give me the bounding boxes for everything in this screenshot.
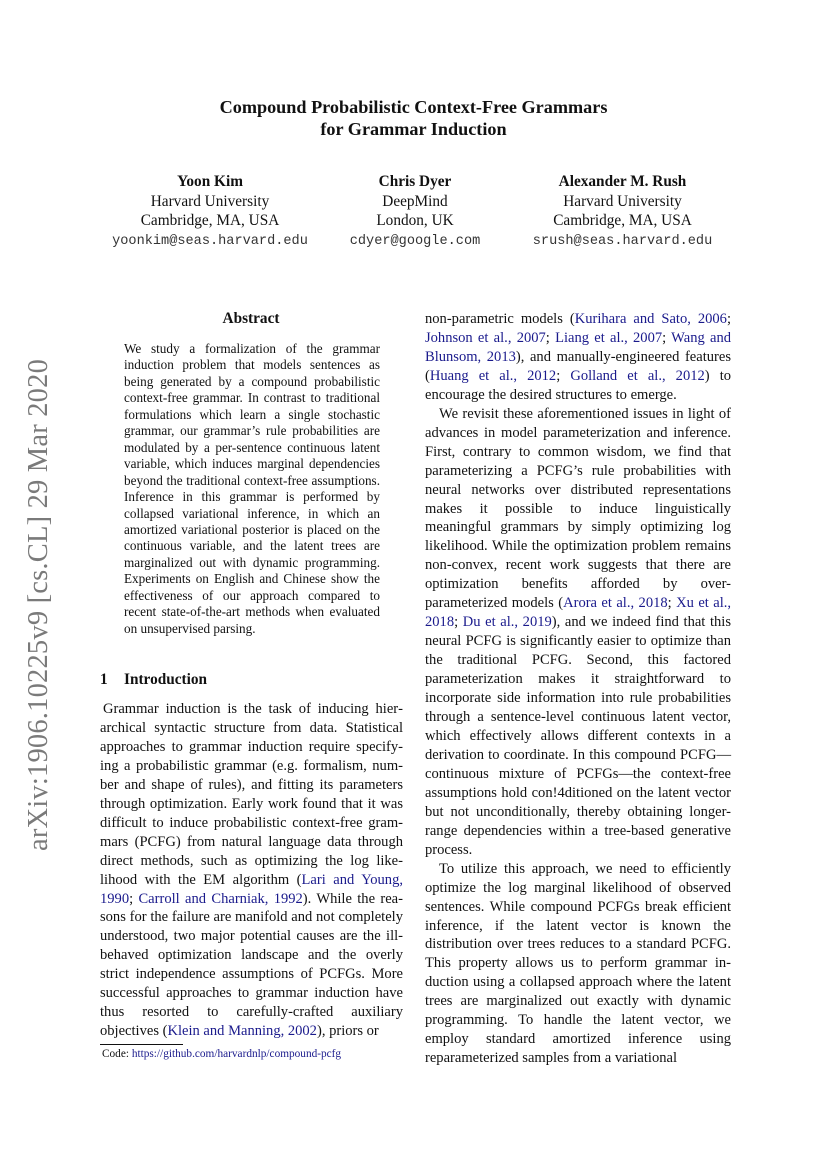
intro-paragraph-1-continued: [425, 310, 731, 405]
citation-link[interactable]: Carroll and Charniak, 1992: [138, 890, 303, 907]
intro-paragraph-1: [100, 700, 403, 1041]
citation-link[interactable]: Kurihara and Sato, 2006: [574, 311, 727, 327]
footnote-label: Code:: [102, 1048, 132, 1060]
abstract-text: We study a formalization of the grammar induction problem that models sentences as being generated by a compound probabilistic context-free grammar. In contrast to traditional formulations which learn a single stochastic grammar, our grammar’s rule probabilities are modulated by a per-sentence continuous latent variable, which induces marginal dependencies beyond the traditional context-free assumptions. Inference in this grammar is performed by collapsed variational inference, in which an amortized variational posterior is placed on the continuous variable, and the latent trees are marginalized out with dynamic programming. Experiments on English and Chinese show the effectiveness of our approach compared to recent state-of-the-art methods when evaluated on unsupervised parsing.: [124, 341, 380, 636]
author-location: Cambridge, MA, USA: [140, 212, 280, 229]
author-name: Yoon Kim: [177, 173, 243, 190]
title-line-2: for Grammar Induction: [320, 119, 507, 139]
citation-link[interactable]: Xu et al., 2018: [425, 595, 732, 631]
section-title: Introduction: [124, 671, 208, 688]
section-heading-introduction: [100, 671, 207, 689]
right-column-body: [425, 310, 731, 1068]
author-card: [95, 172, 325, 251]
author-affiliation: DeepMind: [382, 192, 448, 210]
code-repository-link[interactable]: https://github.com/harvardnlp/compound-pcfg: [131, 1048, 342, 1060]
citation-link[interactable]: Du et al., 2019: [462, 614, 552, 631]
footnote-divider: [100, 1044, 183, 1045]
arxiv-identifier: arXiv:1906.10225v9 [cs.CL] 29 Mar 2020: [23, 358, 54, 852]
body-text: ;: [667, 595, 677, 612]
body-text: Grammar induction is the task of inducing hierarchical syntactic structure from data. Statistical approaches to grammar induction require specifying a probabilistic grammar (e.g. formalism, number and shape of rules), and fitting its parameters through optimization. Early work found that it was difficult to induce probabilistic context-free grammars (PCFG) from natural language data through direct methods, such as optimizing the log likelihood with the EM algorithm (: [100, 701, 403, 888]
abstract-heading: Abstract: [222, 310, 280, 327]
left-column-body: [100, 700, 403, 1041]
citation-link[interactable]: Johnson et al., 2007: [425, 329, 546, 346]
author-card: [320, 172, 510, 251]
body-text: ;: [545, 329, 556, 346]
body-text: ;: [726, 311, 732, 327]
body-text: ;: [556, 367, 571, 384]
citation-link[interactable]: Arora et al., 2018: [563, 595, 668, 612]
citation-link[interactable]: Golland et al., 2012: [570, 367, 705, 384]
body-text: ) to encourage the desired structures to emerge.: [425, 367, 732, 403]
paper-title: [0, 96, 827, 140]
body-text: We revisit these aforementioned issues in light of advances in model parameterization and inference. First, contrary to common wisdom, we find that parameterizing a PCFG’s rule probabilities with neural networks over distributed representations makes it possible to induce linguistically meaningful grammars by simply optimizing log likelihood. While the optimization problem remains non-convex, recent work suggests that there are optimization benefits afforded by over-parameterized models (: [425, 405, 731, 612]
arxiv-sidebar-stamp: [22, 360, 56, 850]
author-email[interactable]: cdyer@google.com: [349, 233, 481, 249]
citation-link[interactable]: Klein and Manning, 2002: [167, 1023, 317, 1040]
body-text: ). While the reasons for the failure are manifold and not completely understood, two major potential causes are the ill-behaved optimization landscape and the overly strict independence assumptions of PCFGs. More successful approaches to grammar induction have thus resorted to carefully-crafted auxiliary objectives (: [100, 890, 403, 1040]
body-text: non-parametric models (: [425, 311, 575, 327]
author-email[interactable]: srush@seas.harvard.edu: [532, 233, 713, 249]
author-location: London, UK: [376, 212, 454, 229]
author-location: Cambridge, MA, USA: [553, 212, 692, 229]
body-text: ), and manually-engineered features (: [425, 348, 731, 384]
intro-paragraph-3: To utilize this approach, we need to efficiently optimize the log marginal likelihood of observed sentences. While compound PCFGs break efficient inference, if the latent vector is known the distribution over trees reduces to a standard PCFG. This property allows us to perform grammar induction using a collapsed approach where the latent trees are marginalized out exactly with dynamic programming. To handle the latent vector, we employ standard amortized inference using reparameterized samples from a variational: [425, 860, 731, 1067]
body-text: ;: [129, 890, 139, 907]
author-email[interactable]: yoonkim@seas.harvard.edu: [112, 233, 308, 249]
citation-link[interactable]: Liang et al., 2007: [555, 329, 663, 346]
author-name: Chris Dyer: [378, 173, 452, 190]
body-text: ;: [454, 614, 463, 631]
body-text: ;: [662, 329, 672, 346]
footnote: [102, 1048, 341, 1060]
author-affiliation: Harvard University: [150, 192, 270, 210]
title-line-1: Compound Probabilistic Context-Free Grammars: [219, 97, 608, 117]
citation-link[interactable]: Wang and Blunsom, 2013: [425, 329, 731, 365]
body-text: ), and we indeed find that this neural PCFG is significantly easier to optimize than the traditional PCFG. Second, this factored parameterization makes it straightforward to incorporate side information into rule probabilities through a sentence-level continuous latent vector, which effectively allows different contexts in a derivation to coordinate. In this compound PCFG—continuous mixture of PCFGs—the context-free assumptions hold con!4ditioned on the latent vector but not unconditionally, thereby obtaining longer-range dependencies within a tree-based generative process.: [425, 614, 731, 858]
author-name: Alexander M. Rush: [558, 173, 687, 190]
intro-paragraph-2: [425, 405, 731, 860]
citation-link[interactable]: Lari and Young, 1990: [100, 871, 403, 907]
citation-link[interactable]: Huang et al., 2012: [429, 367, 557, 384]
section-number: 1: [100, 671, 108, 688]
author-affiliation: Harvard University: [563, 192, 682, 210]
author-card: [510, 172, 735, 251]
author-block: [95, 172, 735, 252]
body-text: ), priors or: [316, 1023, 379, 1040]
